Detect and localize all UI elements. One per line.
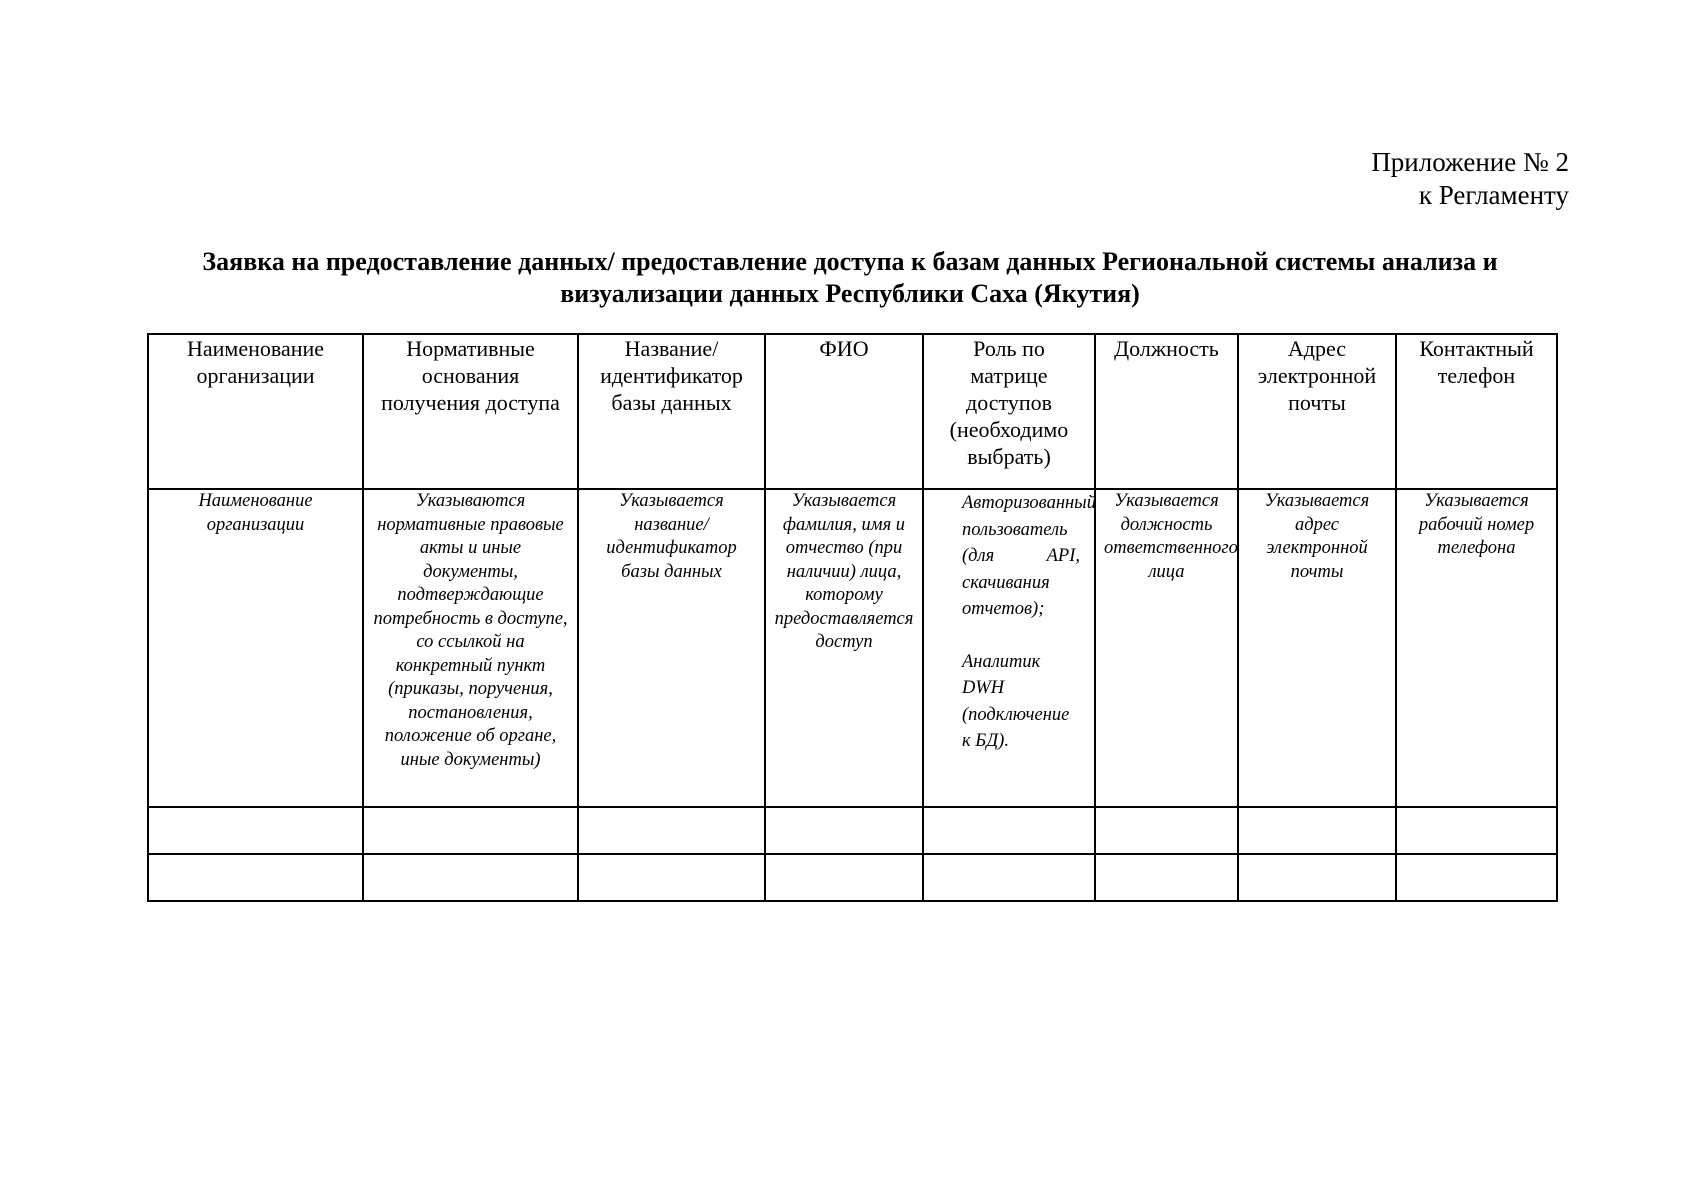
table-header-row [148,334,1557,489]
empty-cell[interactable] [148,854,363,901]
empty-cell[interactable] [363,854,578,901]
table-row [148,489,1557,807]
cell-organization-hint: Наименование организации [148,489,363,807]
header-organization: Наименование организации [148,334,363,489]
cell-legal-basis-hint: Указываются нормативные правовые акты и иные документы, подтверждающие потребность в доступе, со ссылкой на конкретный пункт (приказы, поручения, постановления, положение об органе, иные документы) [363,489,578,807]
table-row [148,807,1557,854]
empty-cell[interactable] [363,807,578,854]
empty-cell[interactable] [1396,807,1557,854]
header-phone: Контактный телефон [1396,334,1557,489]
cell-email-hint: Указывается адрес электронной почты [1238,489,1396,807]
empty-cell[interactable] [923,854,1095,901]
header-email: Адрес электронной почты [1238,334,1396,489]
empty-cell[interactable] [578,807,765,854]
header-full-name: ФИО [765,334,923,489]
cell-full-name-hint: Указывается фамилия, имя и отчество (при наличии) лица, которому предоставляется доступ [765,489,923,807]
role-option-authorized-user: Авторизованный пользователь (для API, скачивания отчетов); [962,493,1096,619]
table-row [148,854,1557,901]
empty-cell[interactable] [1238,807,1396,854]
empty-cell[interactable] [148,807,363,854]
role-options-spacer [924,623,1094,649]
header-position: Должность [1095,334,1238,489]
cell-phone-hint: Указывается рабочий номер телефона [1396,489,1557,807]
empty-cell[interactable] [765,854,923,901]
cell-database-hint: Указывается название/идентификатор базы данных [578,489,765,807]
empty-cell[interactable] [1396,854,1557,901]
appendix-label [1371,146,1569,212]
empty-cell[interactable] [765,807,923,854]
header-legal-basis: Нормативные основания получения доступа [363,334,578,489]
empty-cell[interactable] [1238,854,1396,901]
cell-role-options [923,489,1095,807]
empty-cell[interactable] [1095,854,1238,901]
empty-cell[interactable] [923,807,1095,854]
appendix-number: Приложение № 2 [1371,147,1569,177]
empty-cell[interactable] [578,854,765,901]
document-title: Заявка на предоставление данных/ предоставление доступа к базам данных Региональной системы анализа и визуализации данных Республики Саха (Якутия) [202,247,1498,308]
header-role: Роль по матрице доступов (необходимо выбрать) [923,334,1095,489]
request-form-table [147,333,1558,902]
cell-position-hint: Указывается должность ответственного лица [1095,489,1238,807]
header-database: Название/ идентификатор базы данных [578,334,765,489]
appendix-reference: к Регламенту [1418,180,1569,210]
role-option-dwh-analyst: Аналитик DWH (подключение к БД). [962,651,1070,751]
empty-cell[interactable] [1095,807,1238,854]
